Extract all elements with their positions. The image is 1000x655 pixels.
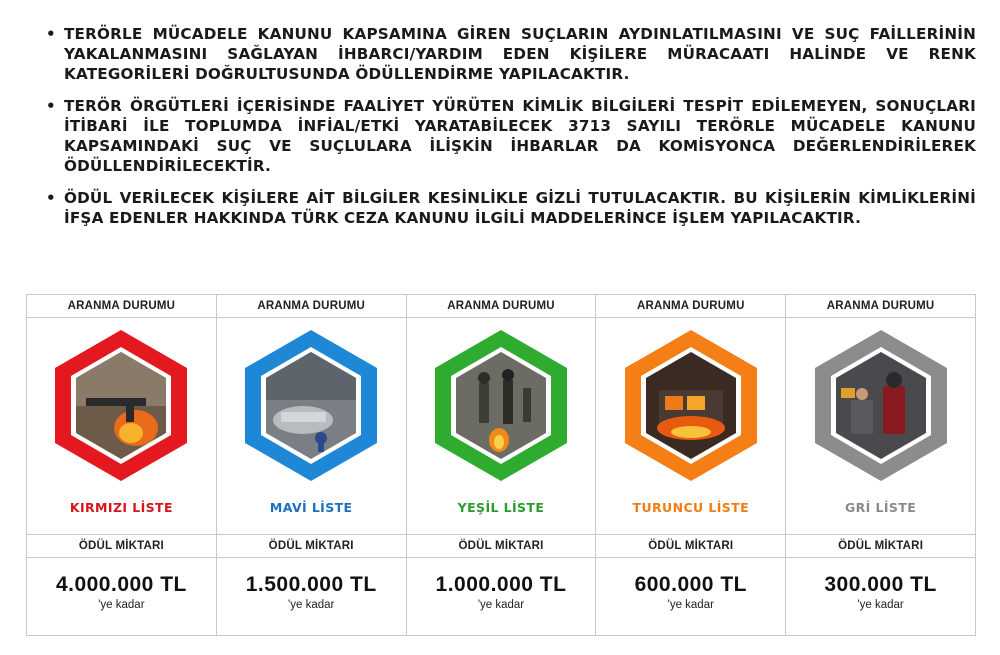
reward-suffix: 'ye kadar (477, 599, 525, 611)
reward-column-grey (785, 295, 975, 635)
reward-header: ÖDÜL MİKTARI (407, 535, 596, 558)
reward-amount: 300.000 TL (824, 573, 937, 596)
list-label: GRİ LİSTE (844, 500, 917, 515)
bullet-item (46, 188, 976, 228)
reward-header: ÖDÜL MİKTARI (786, 535, 975, 558)
reward-column-green (406, 295, 596, 635)
status-header: ARANMA DURUMU (27, 295, 216, 318)
list-label: KIRMIZI LİSTE (69, 500, 173, 515)
red-hexagon-icon (51, 328, 191, 483)
bullet-item (46, 96, 976, 176)
reward-column-orange (595, 295, 785, 635)
reward-header: ÖDÜL MİKTARI (27, 535, 216, 558)
reward-header: ÖDÜL MİKTARI (217, 535, 406, 558)
bullet-dot: • (46, 97, 56, 115)
reward-column-red (27, 295, 216, 635)
list-label: TURUNCU LİSTE (632, 500, 750, 515)
reward-header: ÖDÜL MİKTARI (596, 535, 785, 558)
list-label: YEŞİL LİSTE (457, 500, 545, 515)
status-header: ARANMA DURUMU (596, 295, 785, 318)
info-bullets (46, 24, 976, 240)
orange-hexagon-icon (621, 328, 761, 483)
grey-hexagon-icon (811, 328, 951, 483)
list-cell (27, 318, 216, 535)
reward-amount: 1.000.000 TL (435, 573, 567, 596)
blue-hexagon-icon (241, 328, 381, 483)
reward-suffix: 'ye kadar (288, 599, 335, 611)
list-cell (217, 318, 406, 535)
reward-amount: 1.500.000 TL (245, 573, 377, 596)
bullet-dot: • (46, 25, 56, 43)
list-label: MAVİ LİSTE (269, 500, 353, 515)
reward-suffix: 'ye kadar (857, 599, 904, 611)
list-cell (786, 318, 975, 535)
bullet-text: TERÖRLE MÜCADELE KANUNU KAPSAMINA GİREN SUÇLARIN AYDINLATILMASINI VE SUÇ FAİLLERİNİN YAKALANMASINI SAĞLAYAN İHBARCI/YARDIM EDEN KİŞİLERE MÜRACAATI HALİNDE VE RENK KATEGORİLERİ DOĞRULTUSUNDA ÖDÜLLENDİRME YAPILACAKTIR. (64, 25, 976, 83)
bullet-text: TERÖR ÖRGÜTLERİ İÇERİSİNDE FAALİYET YÜRÜTEN KİMLİK BİLGİLERİ TESPİT EDİLEMEYEN, SONUÇLARI İTİBARİ İLE TOPLUMDA İNFİAL/ETKİ YARATABİLECEK 3713 SAYILI TERÖRLE MÜCADELE KANUNU KAPSAMINDAKİ SUÇ VE SUÇLULARA İLİŞKİN İHBARLAR DA KOMİSYONCA DEĞERLENDİRİLEREK ÖDÜLLENDİRİLECEKTİR. (64, 97, 976, 175)
bullet-dot: • (46, 189, 56, 207)
reward-amount: 600.000 TL (634, 573, 747, 596)
status-header: ARANMA DURUMU (217, 295, 406, 318)
bullet-text: ÖDÜL VERİLECEK KİŞİLERE AİT BİLGİLER KESİNLİKLE GİZLİ TUTULACAKTIR. BU KİŞİLERİN KİMLİKLERİNİ İFŞA EDENLER HAKKINDA TÜRK CEZA KANUNU İLGİLİ MADDELERİNCE İŞLEM YAPILACAKTIR. (64, 189, 976, 227)
reward-suffix: 'ye kadar (98, 599, 145, 611)
list-cell (407, 318, 596, 535)
reward-column-blue (216, 295, 406, 635)
reward-suffix: 'ye kadar (667, 599, 714, 611)
bullet-item (46, 24, 976, 84)
reward-amount: 4.000.000 TL (55, 573, 187, 596)
green-hexagon-icon (431, 328, 571, 483)
reward-table (26, 294, 976, 636)
status-header: ARANMA DURUMU (407, 295, 596, 318)
list-cell (596, 318, 785, 535)
status-header: ARANMA DURUMU (786, 295, 975, 318)
